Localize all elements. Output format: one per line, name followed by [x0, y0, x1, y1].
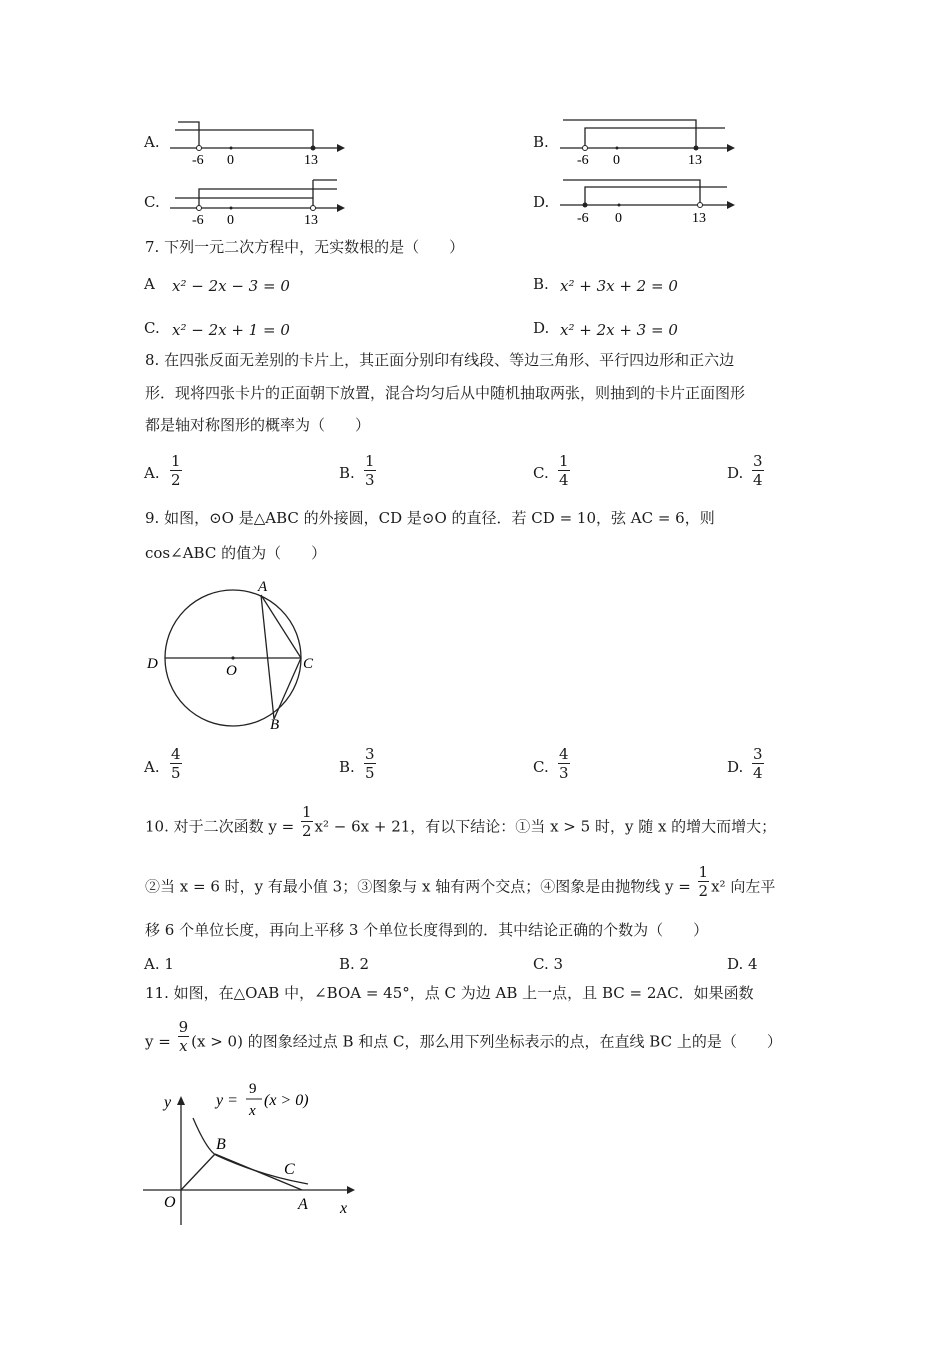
q6-option-d-number-line: [555, 172, 740, 232]
q8-line-2: 形．现将四张卡片的正面朝下放置，混合均匀后从中随机抽取两张，则抽到的卡片正面图形: [145, 384, 746, 402]
q8-line-1: 8. 在四张反面无差别的卡片上，其正面分别印有线段、等边三角形、平行四边形和正六边: [145, 351, 735, 369]
q10-line-3: 移 6 个单位长度，再向上平移 3 个单位长度得到的．其中结论正确的个数为（ ）: [145, 921, 709, 939]
q11-fraction: $\frac{9}{x}$: [178, 1018, 189, 1055]
q11-func-start: y =: [216, 1092, 238, 1109]
q7-option-b-eq: x² + 3x + 2 = 0: [560, 277, 678, 295]
q7-option-a-label[interactable]: A: [144, 275, 155, 293]
q6-b-tick-neg6: -6: [577, 153, 589, 168]
q6-c-tick-13: 13: [304, 213, 318, 228]
q8-option-b-fraction: $\frac{1}{3}$: [365, 452, 375, 489]
q10-line-2: [145, 863, 776, 900]
q9-label-o: O: [226, 663, 237, 679]
q9-chord-bc: [274, 658, 301, 719]
q10-line-1-end: x² − 6x + 21，有以下结论：①当 x > 5 时，y 随 x 的增大而增大；: [314, 817, 777, 836]
q8-option-c-label[interactable]: C.: [533, 464, 549, 482]
q8-option-b-label[interactable]: B.: [339, 464, 355, 482]
q9-line-1: 9. 如图，⊙O 是△ABC 的外接圆，CD 是⊙O 的直径．若 CD = 10，弦 AC = 6，则: [145, 509, 715, 527]
q6-option-c-label[interactable]: C.: [144, 193, 160, 211]
q8-option-a-label[interactable]: A.: [144, 464, 160, 482]
q9-label-d: D: [147, 656, 158, 672]
q6-d-tick-0: 0: [615, 211, 622, 226]
q9-option-c-label[interactable]: C.: [533, 758, 549, 776]
q6-option-d-label[interactable]: D.: [533, 193, 550, 211]
q6-option-a-label[interactable]: A.: [144, 133, 160, 151]
q11-y-axis-arrow: [177, 1096, 185, 1105]
q11-label-a: A: [298, 1196, 308, 1213]
q6-d-tick-13: 13: [692, 211, 706, 226]
q9-option-d-label[interactable]: D.: [727, 758, 744, 776]
q11-func-end: (x > 0): [264, 1092, 309, 1109]
q9-option-b-fraction: $\frac{3}{5}$: [365, 745, 375, 782]
q7-option-d-eq: x² + 2x + 3 = 0: [560, 321, 678, 339]
q8-option-d-label[interactable]: D.: [727, 464, 744, 482]
q10-fraction-2: $\frac{1}{2}$: [698, 863, 709, 900]
q6-b-tick-0: 0: [613, 153, 620, 168]
q11-label-c: C: [284, 1161, 295, 1178]
q7-option-c-eq: x² − 2x + 1 = 0: [172, 321, 290, 339]
q11-func-num: 9: [249, 1081, 257, 1097]
q10-line-1-start: 10. 对于二次函数 y =: [145, 817, 299, 836]
q11-line-2-start: y =: [145, 1032, 176, 1051]
q6-a-tick-0: 0: [227, 153, 234, 168]
q11-line-2-end: (x > 0) 的图象经过点 B 和点 C，那么用下列坐标表示的点，在直线 BC 上的是（ ）: [191, 1032, 782, 1051]
q9-option-c-fraction: $\frac{4}{3}$: [559, 745, 569, 782]
q6-c-tick-neg6: -6: [192, 213, 204, 228]
q6-option-b-label[interactable]: B.: [533, 133, 549, 151]
q8-option-c-fraction: $\frac{1}{4}$: [559, 452, 569, 489]
q10-option-c[interactable]: C. 3: [533, 955, 564, 973]
q11-label-b: B: [216, 1136, 226, 1153]
q10-fraction-1: $\frac{1}{2}$: [301, 803, 312, 840]
q9-option-a-label[interactable]: A.: [144, 758, 160, 776]
q7-option-b-label[interactable]: B.: [533, 275, 549, 293]
q6-d-tick-neg6: -6: [577, 211, 589, 226]
q11-segment-ob: [181, 1154, 215, 1190]
q9-label-c: C: [303, 656, 314, 672]
q11-func-den: x: [249, 1103, 256, 1119]
q6-option-b-number-line: [555, 112, 740, 172]
q6-c-tick-0: 0: [227, 213, 234, 228]
q8-line-3: 都是轴对称图形的概率为（ ）: [145, 416, 371, 434]
q7-option-a-eq: x² − 2x − 3 = 0: [172, 277, 290, 295]
q8-option-a-fraction: $\frac{1}{2}$: [171, 452, 181, 489]
q11-x-axis-arrow: [347, 1186, 355, 1194]
q10-line-1: [145, 803, 777, 840]
q6-option-a-number-line: [165, 112, 350, 172]
q6-a-tick-13: 13: [304, 153, 318, 168]
q9-center-dot: [231, 656, 234, 659]
q7-option-c-label[interactable]: C.: [144, 319, 160, 337]
q10-line-2-start: ②当 x = 6 时，y 有最小值 3；③图象与 x 轴有两个交点；④图象是由抛物线 y =: [145, 877, 696, 896]
q9-circle-diagram: [140, 575, 330, 735]
q9-option-b-label[interactable]: B.: [339, 758, 355, 776]
q10-option-a[interactable]: A. 1: [144, 955, 174, 973]
q11-line-1: 11. 如图，在△OAB 中，∠BOA = 45°，点 C 为边 AB 上一点，且 BC = 2AC．如果函数: [145, 984, 754, 1002]
q8-option-d-fraction: $\frac{3}{4}$: [753, 452, 763, 489]
q9-label-b: B: [270, 717, 280, 733]
q7-stem: 7. 下列一元二次方程中，无实数根的是（ ）: [145, 238, 465, 256]
q7-option-d-label[interactable]: D.: [533, 319, 550, 337]
q10-option-d[interactable]: D. 4: [727, 955, 758, 973]
q6-b-tick-13: 13: [688, 153, 702, 168]
q9-option-a-fraction: $\frac{4}{5}$: [171, 745, 181, 782]
q11-line-2: [145, 1018, 782, 1055]
q9-label-a: A: [258, 579, 268, 595]
q11-y-label: y: [164, 1094, 172, 1111]
q9-line-2: cos∠ABC 的值为（ ）: [145, 544, 327, 562]
q10-line-2-end: x² 向左平: [711, 877, 776, 896]
q11-x-label: x: [340, 1200, 348, 1217]
q6-a-tick-neg6: -6: [192, 153, 204, 168]
q6-option-c-number-line: [165, 172, 350, 232]
q10-option-b[interactable]: B. 2: [339, 955, 370, 973]
q11-graph: [140, 1075, 370, 1225]
q11-origin-label: O: [164, 1194, 176, 1211]
q9-option-d-fraction: $\frac{3}{4}$: [753, 745, 763, 782]
